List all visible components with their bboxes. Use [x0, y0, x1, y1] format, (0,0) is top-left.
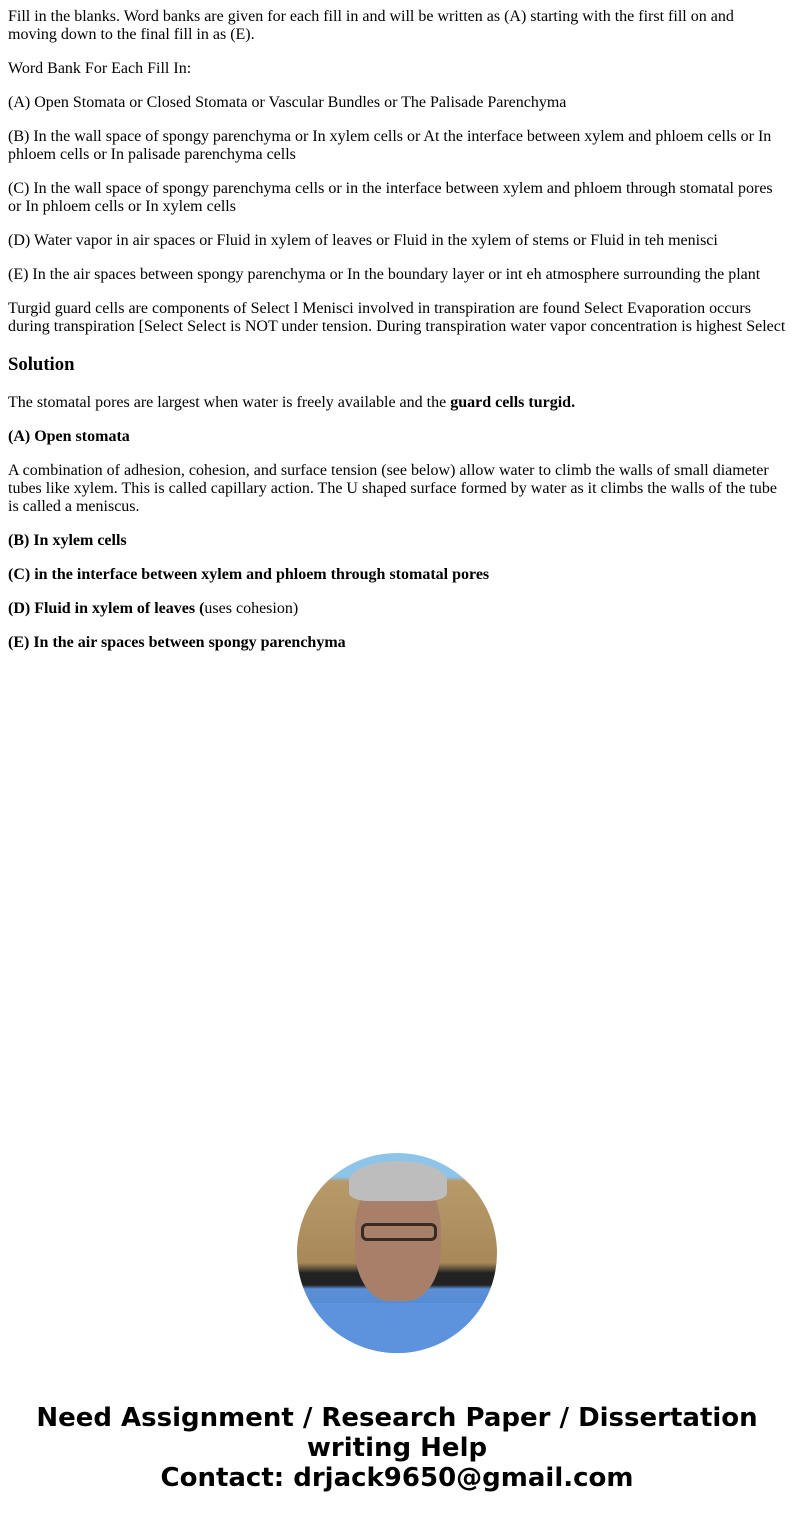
avatar-shirt [297, 1303, 497, 1353]
answer-c-text: (C) in the interface between xylem and phloem through stomatal pores [8, 566, 490, 583]
solution-paragraph-1 [8, 394, 786, 412]
word-bank-a: (A) Open Stomata or Closed Stomata or Vascular Bundles or The Palisade Parenchyma [8, 94, 567, 111]
answer-d-text: uses cohesion) [204, 600, 299, 617]
intro-text: Fill in the blanks. Word banks are given for each fill in and will be written as (A) starting with the first fill on and moving down to the final fill in as (E). [8, 8, 734, 43]
word-bank-title: Word Bank For Each Fill In: [8, 60, 192, 77]
answer-a [8, 428, 786, 446]
solution-p1-text: The stomatal pores are largest when water is freely available and the [8, 394, 451, 411]
answer-c [8, 566, 786, 584]
avatar-glasses [361, 1223, 437, 1241]
solution-p1-bold: guard cells turgid. [450, 394, 576, 411]
avatar-hair [349, 1161, 447, 1201]
author-avatar [297, 1153, 497, 1353]
answer-d-bold: (D) Fluid in xylem of leaves ( [8, 600, 205, 617]
footer-contact: Contact: drjack9650@gmail.com [160, 1463, 634, 1493]
footer-line-1: Need Assignment / Research Paper / Dissertation writing Help [36, 1403, 758, 1463]
answer-e-text: (E) In the air spaces between spongy parenchyma [8, 634, 346, 651]
footer-banner [0, 1403, 794, 1493]
word-bank-e: (E) In the air spaces between spongy parenchyma or In the boundary layer or int eh atmosphere surrounding the plant [8, 266, 761, 283]
answer-a-text: (A) Open stomata [8, 428, 130, 445]
word-bank-b: (B) In the wall space of spongy parenchyma or In xylem cells or At the interface between xylem and phloem cells or In phloem cells or In palisade parenchyma cells [8, 128, 772, 163]
document-body [0, 0, 794, 652]
solution-heading: Solution [8, 354, 75, 375]
answer-e [8, 634, 786, 652]
question-prompt: Turgid guard cells are components of Select l Menisci involved in transpiration are found Select Evaporation occurs during transpiration [Select Select is NOT under tension. During transpiration water vapor concentration is highest Select [8, 300, 786, 335]
answer-b [8, 532, 786, 550]
word-bank-d: (D) Water vapor in air spaces or Fluid in xylem of leaves or Fluid in the xylem of stems or Fluid in teh menisci [8, 232, 718, 249]
word-bank-c: (C) In the wall space of spongy parenchyma cells or in the interface between xylem and phloem through stomatal pores or In phloem cells or In xylem cells [8, 180, 773, 215]
answer-b-text: (B) In xylem cells [8, 532, 127, 549]
answer-d [8, 600, 786, 618]
solution-paragraph-2: A combination of adhesion, cohesion, and surface tension (see below) allow water to climb the walls of small diameter tubes like xylem. This is called capillary action. The U shaped surface formed by water as it climbs the walls of the tube is called a meniscus. [8, 462, 777, 515]
